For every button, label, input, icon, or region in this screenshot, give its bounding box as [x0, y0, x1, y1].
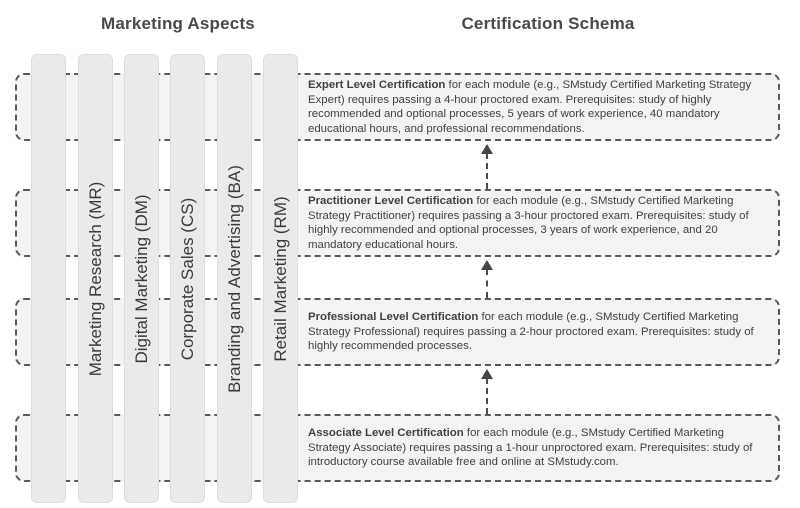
aspect-bar-digital-marketing-label: Digital Marketing (DM): [131, 193, 151, 364]
marketing-aspects-title: Marketing Aspects: [101, 14, 255, 33]
aspect-bar-digital-marketing: [124, 54, 159, 503]
associate-level-description: for each module (e.g., SMstudy Certified Marketing Strategy Associate) requires passing a 1-hour unproctored exam. Prerequisites: study of introductory course available free and online at SMstudy.com.: [308, 427, 753, 469]
expert-level-text: [308, 78, 764, 136]
associate-level-text: [308, 426, 764, 470]
arrow-up-icon: [481, 144, 493, 189]
aspect-bar-blank: [31, 54, 66, 503]
professional-level-description: for each module (e.g., SMstudy Certified Marketing Strategy Professional) requires passing a 2-hour proctored exam. Prerequisites: study of highly recommended processes.: [308, 311, 754, 353]
arrow-stem: [486, 269, 488, 298]
aspect-bar-marketing-research: [78, 54, 113, 503]
aspect-bar-retail-marketing: [263, 54, 298, 503]
arrow-up-icon: [481, 260, 493, 298]
arrow-stem: [486, 378, 488, 414]
practitioner-level-text: [308, 194, 764, 252]
professional-level-text: [308, 310, 764, 354]
aspect-bar-corporate-sales-label: Corporate Sales (CS): [177, 197, 197, 360]
arrow-stem: [486, 153, 488, 189]
aspect-bar-retail-marketing-label: Retail Marketing (RM): [270, 195, 290, 362]
arrow-up-icon: [481, 369, 493, 414]
aspect-bar-marketing-research-label: Marketing Research (MR): [85, 181, 105, 376]
aspect-bar-branding-advertising-label: Branding and Advertising (BA): [224, 164, 244, 393]
practitioner-level-description: for each module (e.g., SMstudy Certified Marketing Strategy Practitioner) requires passing a 3-hour proctored exam. Prerequisites: study of highly recommended and optional processes, 3 years of work experience, and 20 mandatory educational hours.: [308, 195, 749, 251]
expert-level-name: Expert Level Certification: [308, 79, 446, 91]
certification-schema-title: Certification Schema: [461, 14, 635, 33]
associate-level-name: Associate Level Certification: [308, 427, 464, 440]
practitioner-level-name: Practitioner Level Certification: [308, 195, 474, 207]
professional-level-name: Professional Level Certification: [308, 311, 479, 324]
aspect-bar-branding-advertising: [217, 54, 252, 503]
expert-level-description: for each module (e.g., SMstudy Certified Marketing Strategy Expert) requires passing a 4-hour proctored exam. Prerequisites: study of highly recommended and optional processes, 5 years of work experience, 40 mandatory educational hours, and professional recommendations.: [308, 79, 752, 135]
aspect-bar-corporate-sales: [170, 54, 205, 503]
